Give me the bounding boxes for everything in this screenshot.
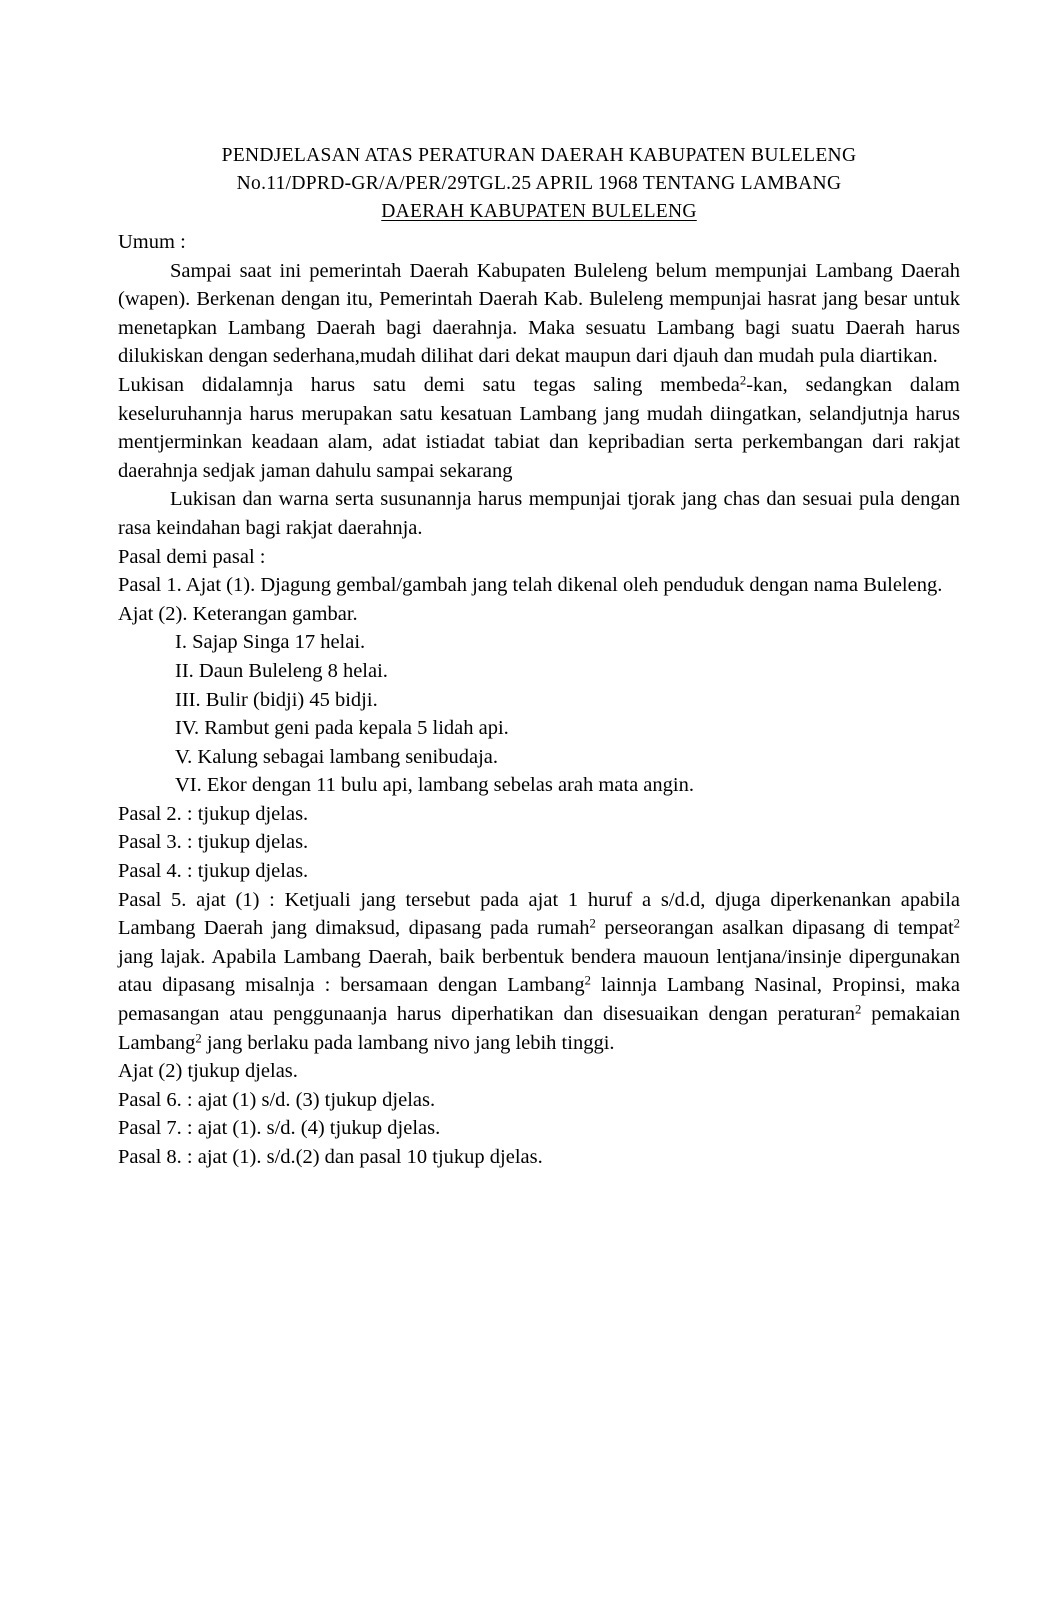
document-content [118,142,960,1172]
superscript-two-tempat: 2 [953,916,960,931]
title-line-3-text: DAERAH KABUPATEN BULELENG [381,201,697,222]
pasal-6: Pasal 6. : ajat (1) s/d. (3) tjukup djelas. [118,1088,436,1111]
list-item: V. Kalung sebagai lambang senibudaja. [175,745,498,768]
pasal-5-segment-1: Pasal 5. ajat (1) : Ketjuali jang tersebut pada ajat 1 huruf a s/d.d, djuga diperkenankan apabila Lambang Daerah jang dimaksud, dipasang pada rumah [118,888,960,940]
superscript-two-membeda: 2 [739,373,747,388]
paragraph-umum-2-part-a: Lukisan didalamnja harus satu demi satu tegas saling membeda [118,373,740,396]
keterangan-gambar-list [118,628,960,800]
label-pasal-demi-pasal: Pasal demi pasal : [118,545,266,568]
paragraph-umum-2 [118,371,960,485]
pasal-3: Pasal 3. : tjukup djelas. [118,831,309,854]
ajat-2-tjukup-djelas: Ajat (2) tjukup djelas. [118,1060,298,1083]
list-item: IV. Rambut geni pada kepala 5 lidah api. [175,717,509,740]
superscript-two-lambang-a: 2 [584,973,591,988]
title-line-1: PENDJELASAN ATAS PERATURAN DAERAH KABUPATEN BULELENG [221,145,857,166]
paragraph-umum-2-part-b: -kan, sedangkan dalam keseluruhannja harus merupakan satu kesatuan Lambang jang mudah diingatkan, selandjutnja harus mentjerminkan keadaan alam, adat istiadat tabiat dan kepribadian serta perkembangan dari rakjat daerahnja sedjak jaman dahulu sampai sekarang [118,373,960,482]
pasal-2: Pasal 2. : tjukup djelas. [118,802,309,825]
pasal-5-segment-4: lainnja Lambang Nasinal, Propinsi, maka pemasangan atau penggunaanja harus diperhatikan dan disesuaikan dengan peraturan [118,974,960,1026]
list-item: III. Bulir (bidji) 45 bidji. [175,688,378,711]
paragraph-umum-3: Lukisan dan warna serta susunannja harus mempunjai tjorak jang chas dan sesuai pula dengan rasa keindahan bagi rakjat daerahnja. [118,488,960,539]
superscript-two-rumah: 2 [589,916,596,931]
pasal-5-segment-3: jang lajak. Apabila Lambang Daerah, baik berbentuk bendera mauoun lentjana/insinje dipergunakan atau dipasang misalnja : bersamaan dengan Lambang [118,945,960,997]
pasal-7: Pasal 7. : ajat (1). s/d. (4) tjukup djelas. [118,1117,441,1140]
list-item: II. Daun Buleleng 8 helai. [175,659,388,682]
superscript-two-peraturan: 2 [854,1002,862,1017]
pasal-5-segment-5: pemakaian Lambang [118,1003,960,1054]
list-item: I. Sajap Singa 17 helai. [175,631,366,654]
pasal-5-segment-6: jang berlaku pada lambang nivo jang lebih tinggi. [201,1031,615,1054]
document-title-block [118,142,960,226]
pasal-4: Pasal 4. : tjukup djelas. [118,860,309,883]
label-ajat-2-keterangan: Ajat (2). Keterangan gambar. [118,602,358,625]
title-line-3 [118,198,960,226]
title-line-2: No.11/DPRD-GR/A/PER/29TGL.25 APRIL 1968 TENTANG LAMBANG [236,173,842,194]
pasal-5 [118,886,960,1058]
paragraph-umum-1: Sampai saat ini pemerintah Daerah Kabupaten Buleleng belum mempunjai Lambang Daerah (wapen). Berkenan dengan itu, Pemerintah Daerah Kab. Buleleng mempunjai hasrat jang besar untuk menetapkan Lambang Daerah bagi daerahnja. Maka sesuatu Lambang bagi suatu Daerah harus dilukiskan dengan sederhana,mudah dilihat dari dekat maupun dari djauh dan mudah pula diartikan. [118,259,960,368]
pasal-8: Pasal 8. : ajat (1). s/d.(2) dan pasal 10 tjukup djelas. [118,1146,543,1168]
pasal-5-segment-2: perseorangan asalkan dipasang di tempat [595,917,954,940]
superscript-two-lambang-b: 2 [195,1031,202,1046]
list-item: VI. Ekor dengan 11 bulu api, lambang sebelas arah mata angin. [175,774,694,797]
pasal-1: Pasal 1. Ajat (1). Djagung gembal/gambah jang telah dikenal oleh penduduk dengan nama Buleleng. [118,574,943,597]
section-label-umum: Umum : [118,231,186,253]
